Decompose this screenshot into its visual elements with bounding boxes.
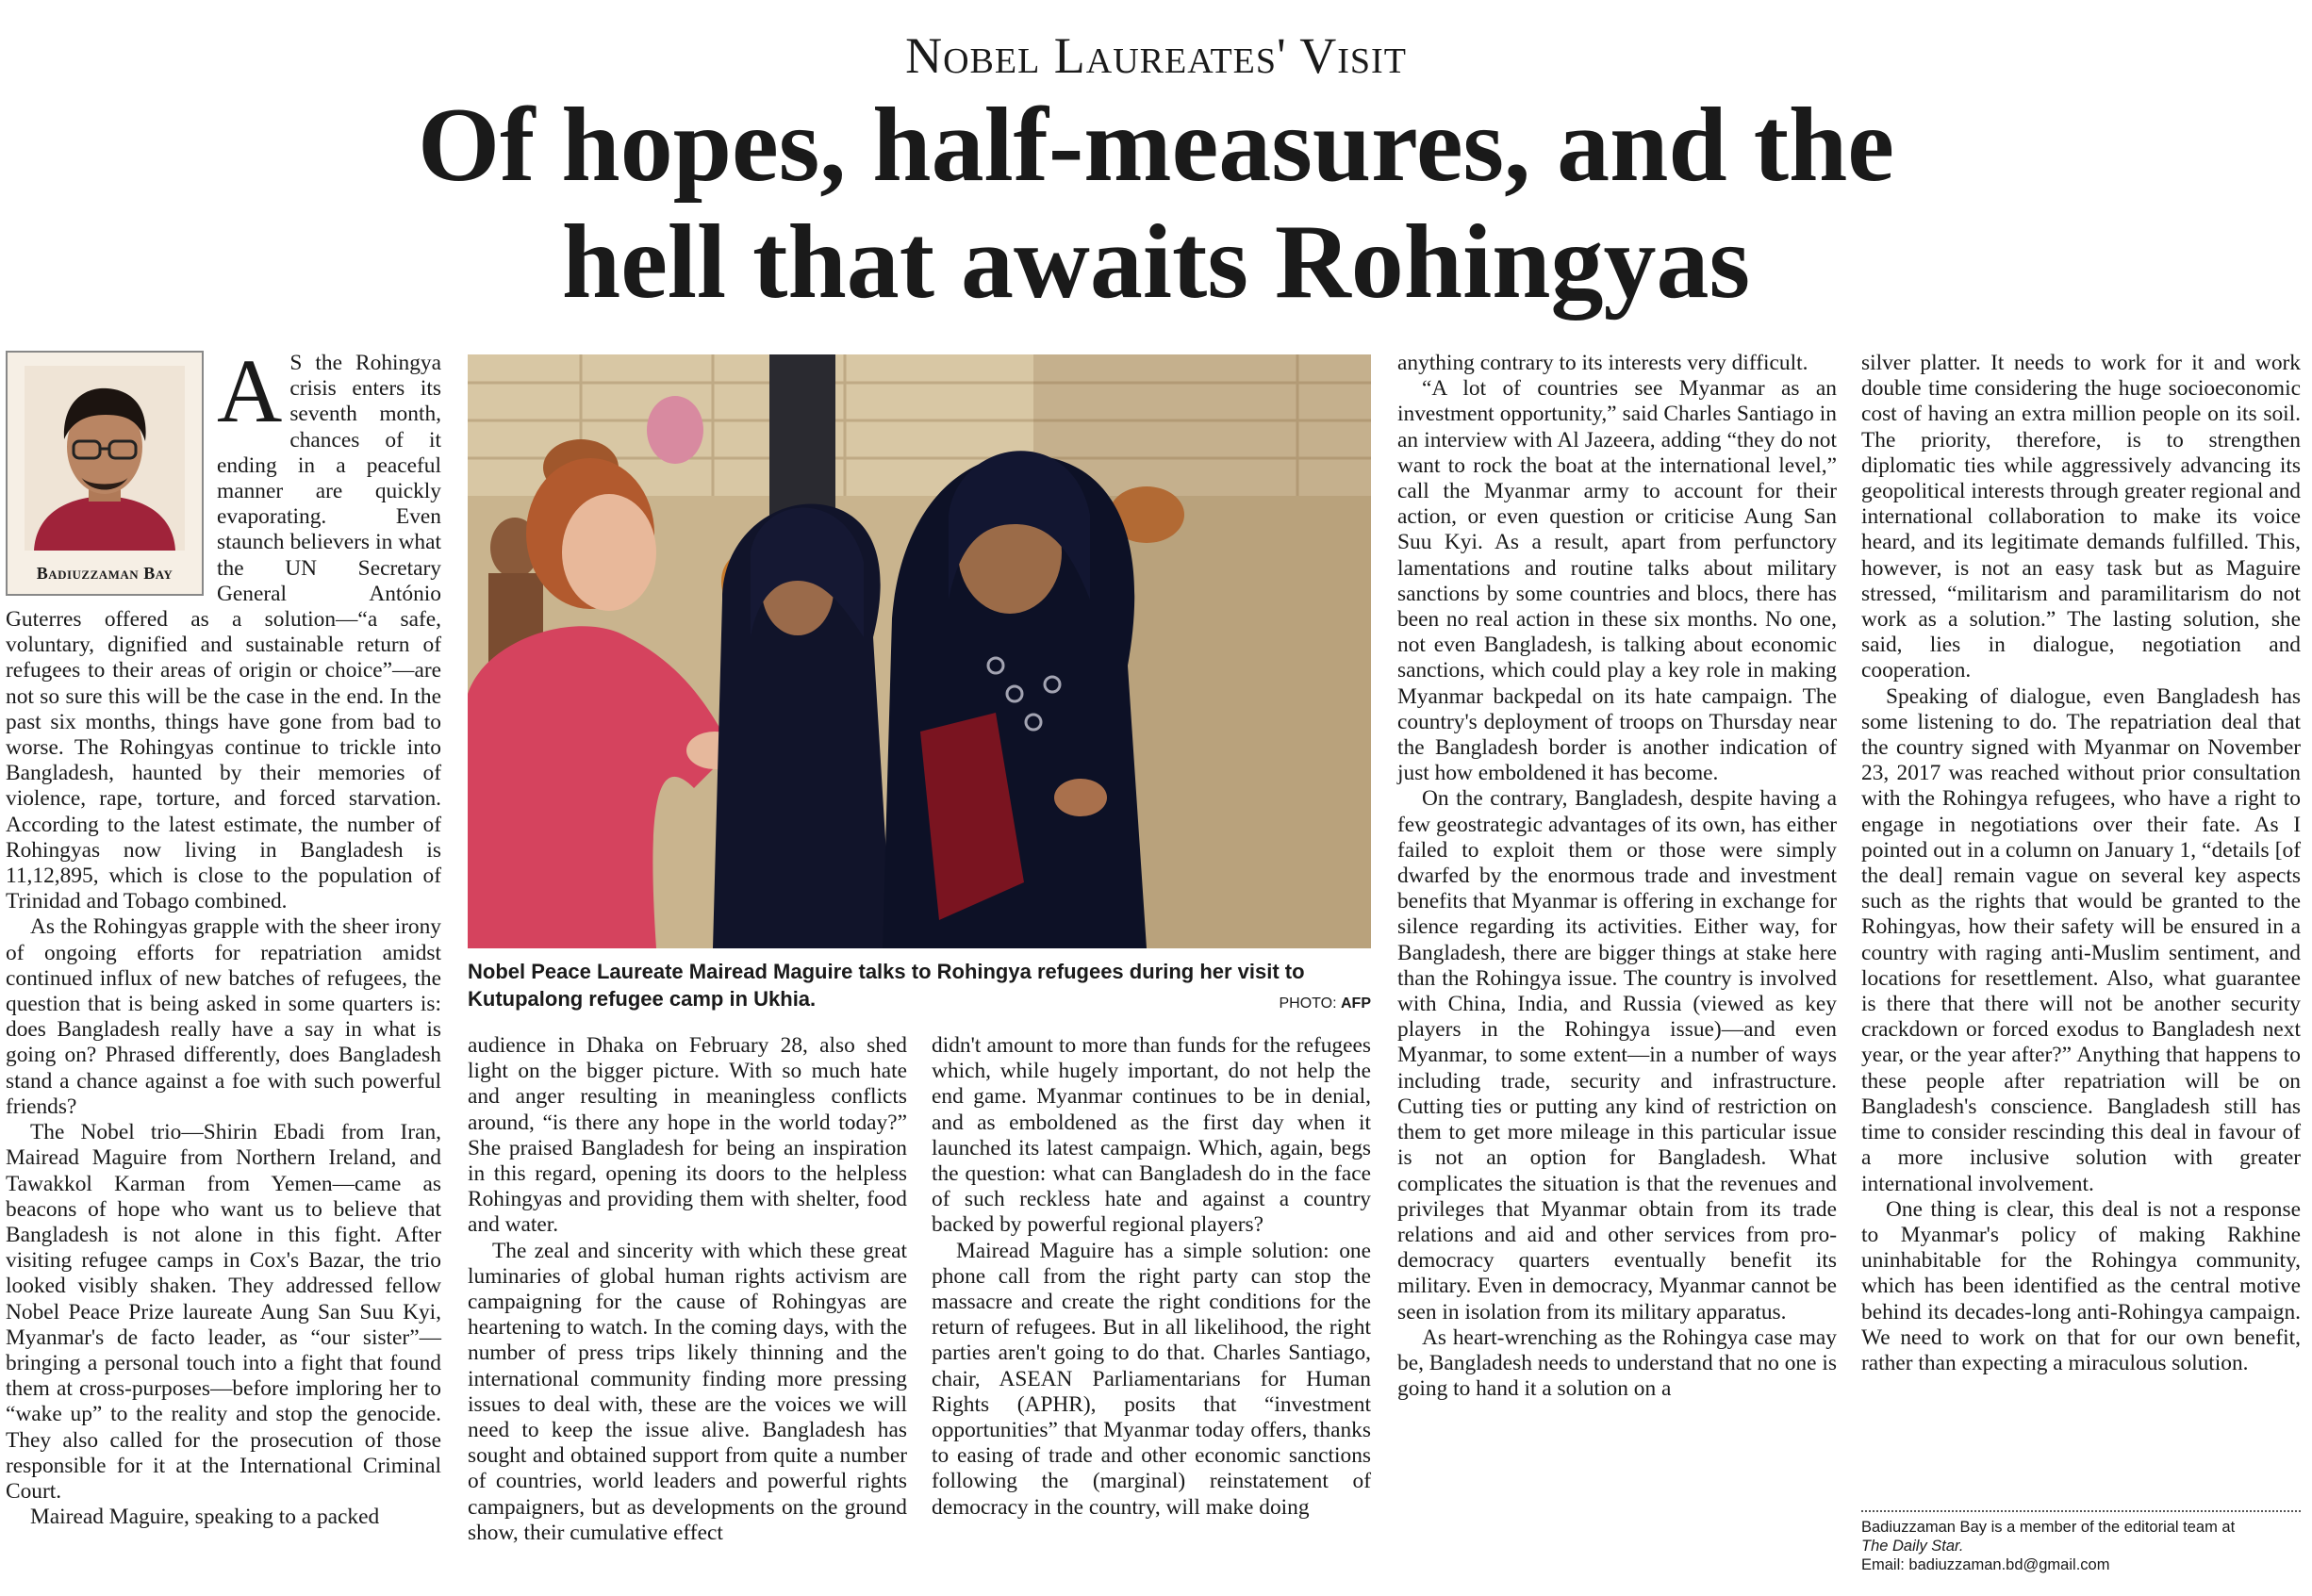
article-column-5 — [1861, 351, 2301, 1520]
paragraph: didn't amount to more than funds for the refugees which, while hugely important, do not help the end game. Myanmar continues to be in denial, and as emboldened as the first day when it launched its latest campaign. Which, again, begs the question: what can Bangladesh do in the face of such reckless hate and against a country backed by powerful regional players? — [932, 1033, 1371, 1238]
paragraph: “A lot of countries see Myanmar as an investment opportunity,” said Charles Santiago in an interview with Al Jazeera, adding “they do not want to rock the boat at the international level,” call the Myanmar army to account for their action, or even question or criticise Aung San Suu Kyi. As a result, apart from perfunctory lamentations and routine talks about military sanctions by some countries and blocs, there has been no real action in these six months. No one, not even Bangladesh, is talking about economic sanctions, which could play a key role in making Myanmar backpedal on its hate campaign. The country's deployment of troops on Thursday near the Bangladesh border is another indication of just how emboldened it has become. — [1397, 376, 1837, 786]
article-column-1 — [6, 340, 441, 1576]
paragraph: One thing is clear, this deal is not a response to Myanmar's policy of making Rakhine uninhabitable for the Rohingya community, which has been identified as the central motive behind its decades-long anti-Rohingya campaign. We need to work on that for our own benefit, rather than expecting a miraculous solution. — [1861, 1196, 2301, 1375]
bio-email: Email: badiuzzaman.bd@gmail.com — [1861, 1556, 2110, 1573]
article-column-4 — [1397, 351, 1837, 1576]
paragraph: As heart-wrenching as the Rohingya case may be, Bangladesh needs to understand that no one is going to hand it a solution on a — [1397, 1325, 1837, 1402]
photo-credit-prefix: PHOTO: — [1279, 995, 1337, 1012]
author-portrait — [25, 366, 185, 551]
byline-box — [6, 351, 204, 596]
paragraph: On the contrary, Bangladesh, despite having a few geostrategic advantages of its own, has either failed to exploit them or those were simply dwarfed by the enormous trade and investment benefits that Myanmar is offering in exchange for silence regarding its activities. Either way, for Bangladesh, there are bigger things at stake here than the Rohingya issue. The country is involved with China, India, and Russia (viewed as key players in the Rohingya issue)—and even Myanmar, to some extent—in a number of ways including trade, security and infrastructure. Cutting ties or putting any kind of restriction on them to get more mileage in this particular issue is not an option for Bangladesh. What complicates the situation is that the revenues and privileges that Myanmar obtain from its trade relations and aid and other services from pro-democracy quarters eventually benefit its military. Even in democracy, Myanmar cannot be seen in isolation from its military apparatus. — [1397, 786, 1837, 1325]
bio-line: Badiuzzaman Bay is a member of the editorial team at — [1861, 1519, 2236, 1536]
headline-line-1: Of hopes, half-measures, and the — [417, 87, 1895, 204]
paragraph: As the Rohingyas grapple with the sheer irony of ongoing efforts for repatriation amidst continued influx of new batches of refugees, the question that is being asked in some quarters is: does Bangladesh really have a say in what is going on? Phrased differently, does Bangladesh stand a chance against a foe with such powerful friends? — [6, 914, 441, 1119]
article-column-3 — [932, 1033, 1371, 1580]
paragraph: The zeal and sincerity with which these great luminaries of global human rights activism are campaigning for the cause of Rohingyas are heartening to watch. In the coming days, with the number of press trips likely thinning and the international community finding more pressing issues to deal with, these are the voices we will need to keep the issue alive. Bangladesh has sought and obtained support from quite a number of countries, world leaders and powerful rights campaigners, but as developments on the ground show, their cumulative effect — [468, 1238, 907, 1545]
drop-cap: A — [217, 340, 283, 441]
paragraph: anything contrary to its interests very difficult. — [1397, 351, 1808, 375]
photo-credit-source: AFP — [1341, 995, 1371, 1012]
paragraph: Speaking of dialogue, even Bangladesh has some listening to do. The repatriation deal that the country signed with Myanmar on November 23, 2017 was reached without prior consultation with the Rohingya refugees, who have a right to engage in negotiations over their fate. As I pointed out in a column on January 1, “details [of the deal] remain vague on several key aspects such as the rights that would be granted to the Rohingyas, how their safety will be ensured in a country with raging anti-Muslim sentiment, and locations for resettlement. Also, what guarantee is there that there will not be another security crackdown or forced exodus to Bangladesh next year, or the year after?” Anything that happens to these people after repatriation will be on Bangladesh's conscience. Bangladesh still has time to consider rescinding this deal in favour of a more inclusive solution with greater international involvement. — [1861, 683, 2301, 1196]
author-bio — [1861, 1510, 2301, 1574]
paragraph: The Nobel trio—Shirin Ebadi from Iran, Mairead Maguire from Northern Ireland, and Tawakkol Karman from Yemen—came as beacons of hope who want us to believe that Bangladesh is not alone in this fight. After visiting refugee camps in Cox's Bazar, the trio looked visibly shaken. They addressed fellow Nobel Peace Prize laureate Aung San Suu Kyi, Myanmar's de facto leader, as “our sister”—bringing a personal touch into a fight that found them at cross-purposes—before imploring her to “wake up” to the reality and stop the genocide. They also called for the prosecution of those responsible for it at the International Criminal Court. — [6, 1120, 441, 1504]
paragraph: Mairead Maguire, speaking to a packed — [30, 1505, 380, 1530]
paragraph: silver platter. It needs to work for it and work double time considering the huge socioeconomic cost of having an extra million people on its soil. The priority, therefore, is to strengthen diplomatic ties while aggressively advancing its geopolitical interests through greater regional and international collaboration to make its voice heard, and its legitimate demands fulfilled. This, however, is not an easy task but as Maguire stressed, “militarism and paramilitarism do not work as a solution.” The lasting solution, she said, lies in dialogue, negotiation and cooperation. — [1861, 351, 2301, 683]
author-name: Badiuzzaman Bay — [36, 563, 173, 583]
photo-credit — [1280, 995, 1372, 1012]
article-column-2 — [468, 1033, 907, 1580]
section-kicker: Nobel Laureates' Visit — [905, 27, 1407, 84]
paragraph: audience in Dhaka on February 28, also shed light on the bigger picture. With so much hate and anger resulting in meaningless conflicts around, “is there any hope in the world today?” She praised Bangladesh for being an inspiration in this regard, opening its doors to the helpless Rohingyas and providing them with shelter, food and water. — [468, 1033, 907, 1238]
headline-line-2: hell that awaits Rohingyas — [561, 204, 1751, 321]
headline — [0, 87, 2312, 321]
bio-paper: The Daily Star. — [1861, 1538, 1964, 1555]
photo-caption: Nobel Peace Laureate Mairead Maguire talks to Rohingya refugees during her visit to Kutupalong refugee camp in Ukhia. — [468, 960, 1305, 1011]
article-photo — [468, 354, 1371, 948]
paragraph: S the Rohingya crisis enters its seventh month, chances of it ending in a peaceful manner are quickly evaporating. Even staunch believers in what the UN Secretary General António Guterres offered as a solution—“a safe, voluntary, dignified and sustainable return of refugees to their areas of origin or choice”—are not so sure this will be the case in the end. In the past six months, things have gone from bad to worse. The Rohingyas continue to trickle into Bangladesh, haunted by their memories of violence, rape, torture, and forced starvation. According to the latest estimate, the number of Rohingyas now living in Bangladesh is 11,12,895, which is close to the population of Trinidad and Tobago combined. — [6, 351, 441, 914]
paragraph: Mairead Maguire has a simple solution: one phone call from the right party can stop the massacre and create the right conditions for the return of refugees. But in all likelihood, the right parties aren't going to do that. Charles Santiago, chair, ASEAN Parliamentarians for Human Rights (APHR), posits that “investment opportunities” that Myanmar today offers, thanks to easing of trade and other economic sanctions following the (marginal) reinstatement of democracy in the country, will make doing — [932, 1238, 1371, 1520]
